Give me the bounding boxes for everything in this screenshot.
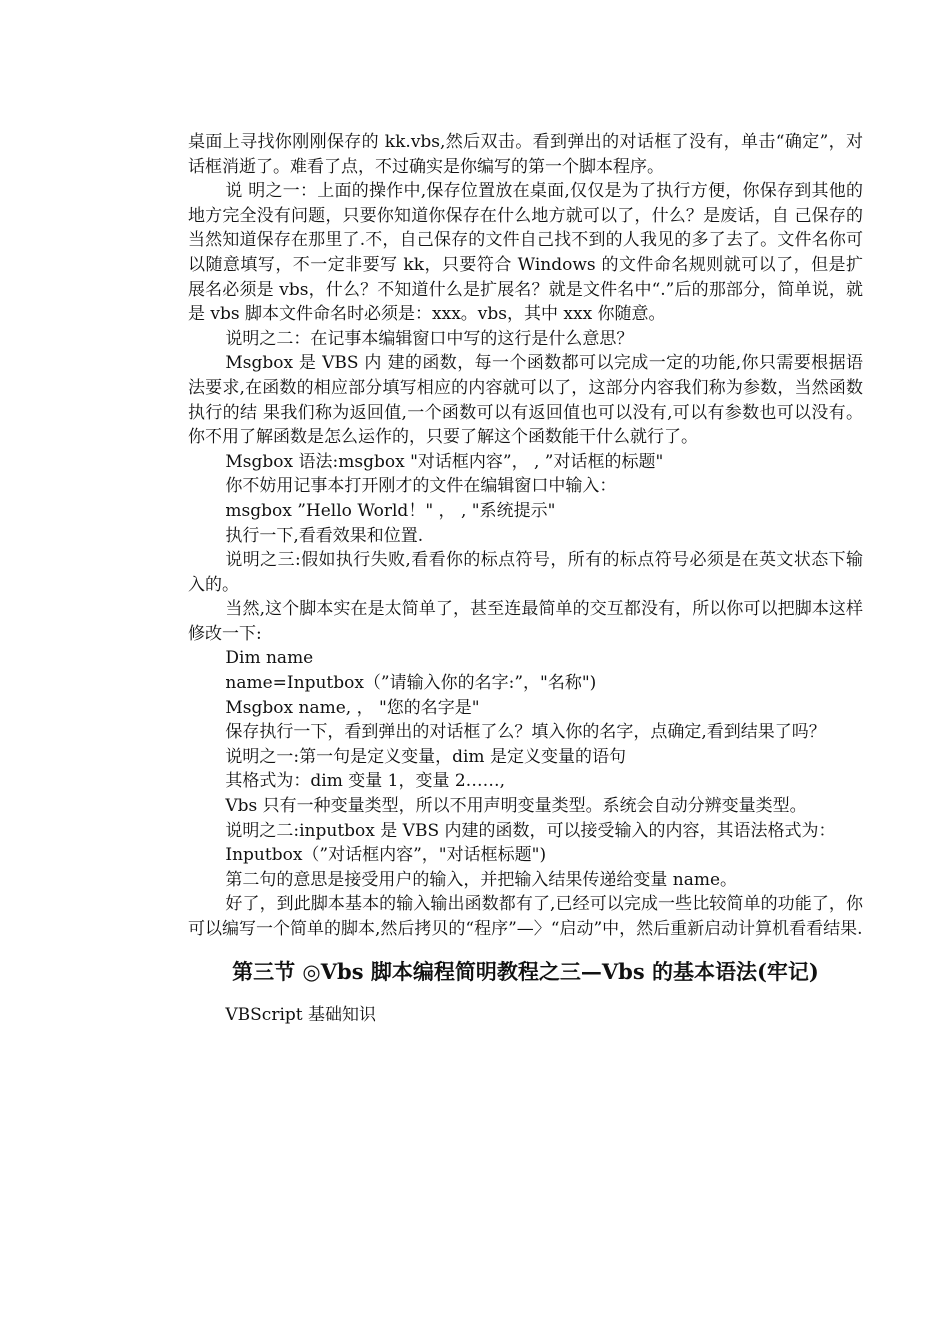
paragraph-note-dim: 说明之一:第一句是定义变量，dim 是定义变量的语句: [225, 746, 626, 767]
spacer: [188, 987, 863, 1003]
paragraph-msgbox-desc: Msgbox 是 VBS 内 建的函数，每一个函数都可以完成一定的功能,你只需要根据语法要求,在函数的相应部分填写相应的内容就可以了，这部分内容我们称为参数，当然函数执行的结 果我们称为返回值,一个函数可以有返回值也可以没有,可以有参数也可以没有。你不用了解函数是怎么运作的，只要了解这个函数能干什么就行了。: [188, 353, 863, 448]
code-line-msgbox-name: Msgbox name, ， "您的名字是": [225, 697, 480, 718]
code-line-inputbox: name=Inputbox（”请输入你的名字:”，"名称"): [225, 673, 597, 694]
code-line-msgbox: msgbox ”Hello World！" ， , "系统提示": [225, 500, 556, 521]
section-heading: 第三节 ◎Vbs 脚本编程简明教程之三—Vbs 的基本语法(牢记): [232, 958, 819, 984]
paragraph-note-1: 说 明之一：上面的操作中,保存位置放在桌面,仅仅是为了执行方便，你保存到其他的地方完全没有问题，只要你知道你保存在什么地方就可以了，什么？是废话，自 己保存的当然知道保存在那里了.不，自己保存的文件自己找不到的人我见的多了去了。文件名你可以随意填写，不一定非要写 kk，只要符合 Windows 的文件命名规则就可以了，但是扩展名必须是 vbs，什么？不知道什么是扩展名？就是文件名中“.”后的那部分，简单说，就是 vbs 脚本文件命名时必须是：xxx。vbs，其中 xxx 你随意。: [188, 181, 863, 325]
paragraph-save-run: 保存执行一下，看到弹出的对话框了么？填入你的名字，点确定,看到结果了吗？: [225, 722, 826, 743]
paragraph-conclusion: 好了，到此脚本基本的输入输出函数都有了,已经可以完成一些比较简单的功能了，你可以编写一个简单的脚本,然后拷贝的“程序”—〉“启动”中，然后重新启动计算机看看结果.: [188, 894, 863, 939]
paragraph-msgbox-syntax: Msgbox 语法:msgbox "对话框内容”， , ”对话框的标题": [225, 451, 664, 472]
paragraph-note-2: 说明之二：在记事本编辑窗口中写的这行是什么意思？: [225, 328, 634, 349]
paragraph-note-3: 说明之三:假如执行失败,看看你的标点符号，所有的标点符号必须是在英文状态下输入的。: [188, 550, 863, 595]
code-line-inputbox-syntax: Inputbox（”对话框内容”，"对话框标题"): [225, 845, 547, 866]
paragraph-dim-format: 其格式为：dim 变量 1，变量 2……,: [225, 771, 506, 792]
code-line-dim: Dim name: [225, 648, 314, 669]
paragraph-continuation: 桌面上寻找你刚刚保存的 kk.vbs,然后双击。看到弹出的对话框了没有，单击“确定”，对话框消逝了。难看了点，不过确实是你编写的第一个脚本程序。: [188, 132, 863, 177]
paragraph-variable-type: Vbs 只有一种变量类型，所以不用声明变量类型。系统会自动分辨变量类型。: [225, 796, 807, 817]
document-page: [188, 130, 863, 1027]
paragraph-note-inputbox: 说明之二:inputbox 是 VBS 内建的函数，可以接受输入的内容，其语法格式为：: [225, 820, 836, 841]
paragraph-modify: 当然,这个脚本实在是太简单了，甚至连最简单的交互都没有，所以你可以把脚本这样修改一下:: [188, 599, 863, 644]
section-intro: VBScript 基础知识: [225, 1004, 377, 1025]
paragraph-run: 执行一下,看看效果和位置.: [225, 525, 424, 546]
paragraph-second-line: 第二句的意思是接受用户的输入，并把输入结果传递给变量 name。: [225, 869, 738, 890]
paragraph-instruction: 你不妨用记事本打开刚才的文件在编辑窗口中输入：: [225, 476, 617, 497]
